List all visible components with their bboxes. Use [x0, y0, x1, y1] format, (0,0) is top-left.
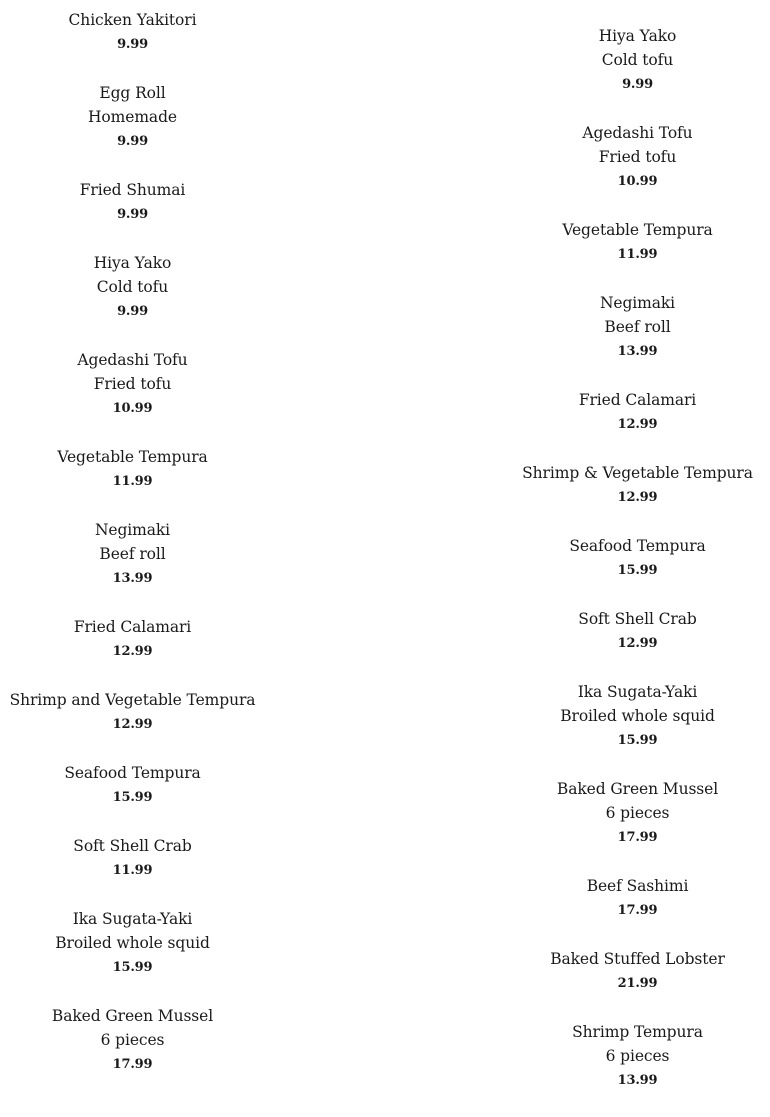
item-name: Shrimp Tempura — [572, 1023, 703, 1041]
menu-item — [0, 81, 265, 154]
menu-item — [0, 518, 265, 591]
item-price: 12.99 — [617, 417, 658, 432]
menu-item — [505, 874, 770, 923]
item-price: 9.99 — [622, 77, 653, 92]
menu-item — [0, 1004, 265, 1077]
item-name: Agedashi Tofu — [77, 351, 188, 369]
item-description: 6 pieces — [100, 1031, 165, 1049]
menu-item — [505, 534, 770, 583]
menu-item — [0, 834, 265, 883]
item-price: 15.99 — [617, 563, 658, 578]
item-name: Shrimp & Vegetable Tempura — [522, 464, 753, 482]
item-description: 6 pieces — [605, 1047, 670, 1065]
menu-item — [0, 348, 265, 421]
item-price: 10.99 — [617, 174, 658, 189]
item-name: Beef Sashimi — [586, 877, 689, 895]
item-description: Cold tofu — [96, 278, 169, 296]
item-price: 9.99 — [117, 207, 148, 222]
item-name: Hiya Yako — [598, 27, 677, 45]
item-name: Vegetable Tempura — [57, 448, 208, 466]
menu-item — [0, 615, 265, 664]
menu-item — [0, 761, 265, 810]
item-name: Ika Sugata-Yaki — [577, 683, 698, 701]
item-name: Fried Shumai — [79, 181, 186, 199]
item-price: 17.99 — [617, 830, 658, 845]
menu-item — [0, 251, 265, 324]
menu-item — [505, 24, 770, 97]
item-price: 9.99 — [117, 37, 148, 52]
item-description: Cold tofu — [601, 51, 674, 69]
item-description: Broiled whole squid — [560, 707, 715, 725]
item-name: Hiya Yako — [93, 254, 172, 272]
item-name: Negimaki — [599, 294, 676, 312]
item-price: 9.99 — [117, 134, 148, 149]
item-price: 13.99 — [617, 1073, 658, 1088]
item-price: 10.99 — [112, 401, 153, 416]
menu-item — [505, 947, 770, 996]
item-price: 12.99 — [112, 717, 153, 732]
item-name: Baked Green Mussel — [556, 780, 719, 798]
item-description: Fried tofu — [598, 148, 677, 166]
item-price: 13.99 — [112, 571, 153, 586]
item-price: 15.99 — [112, 960, 153, 975]
menu-item — [0, 907, 265, 980]
item-name: Agedashi Tofu — [582, 124, 693, 142]
item-price: 17.99 — [617, 903, 658, 918]
menu-item — [505, 388, 770, 437]
menu-item — [0, 8, 265, 57]
item-price: 11.99 — [112, 474, 153, 489]
item-name: Baked Green Mussel — [51, 1007, 214, 1025]
item-name: Seafood Tempura — [569, 537, 706, 555]
item-price: 9.99 — [117, 304, 148, 319]
item-description: Homemade — [88, 108, 177, 126]
item-price: 17.99 — [112, 1057, 153, 1072]
menu-item — [505, 121, 770, 194]
menu-item — [505, 218, 770, 267]
menu-item — [505, 461, 770, 510]
item-price: 13.99 — [617, 344, 658, 359]
item-price: 11.99 — [112, 863, 153, 878]
item-price: 12.99 — [112, 644, 153, 659]
item-description: Broiled whole squid — [55, 934, 210, 952]
item-name: Baked Stuffed Lobster — [550, 950, 725, 968]
item-price: 15.99 — [617, 733, 658, 748]
menu-item — [0, 445, 265, 494]
item-name: Chicken Yakitori — [68, 11, 197, 29]
item-name: Fried Calamari — [73, 618, 192, 636]
menu-item — [505, 680, 770, 753]
item-name: Negimaki — [94, 521, 171, 539]
item-description: 6 pieces — [605, 804, 670, 822]
item-description: Beef roll — [99, 545, 166, 563]
item-price: 12.99 — [617, 636, 658, 651]
item-name: Soft Shell Crab — [73, 837, 192, 855]
item-price: 21.99 — [617, 976, 658, 991]
menu-item — [0, 688, 265, 737]
item-name: Ika Sugata-Yaki — [72, 910, 193, 928]
menu-item — [505, 777, 770, 850]
menu-item — [0, 178, 265, 227]
item-name: Egg Roll — [99, 84, 166, 102]
item-name: Shrimp and Vegetable Tempura — [9, 691, 256, 709]
menu-column-right — [505, 0, 770, 1117]
item-price: 12.99 — [617, 490, 658, 505]
item-description: Beef roll — [604, 318, 671, 336]
menu-item — [505, 1020, 770, 1093]
item-description: Fried tofu — [93, 375, 172, 393]
item-name: Fried Calamari — [578, 391, 697, 409]
menu-item — [505, 291, 770, 364]
menu-item — [505, 607, 770, 656]
menu-column-left — [0, 8, 265, 1101]
item-price: 15.99 — [112, 790, 153, 805]
item-name: Vegetable Tempura — [562, 221, 713, 239]
item-price: 11.99 — [617, 247, 658, 262]
item-name: Seafood Tempura — [64, 764, 201, 782]
item-name: Soft Shell Crab — [578, 610, 697, 628]
